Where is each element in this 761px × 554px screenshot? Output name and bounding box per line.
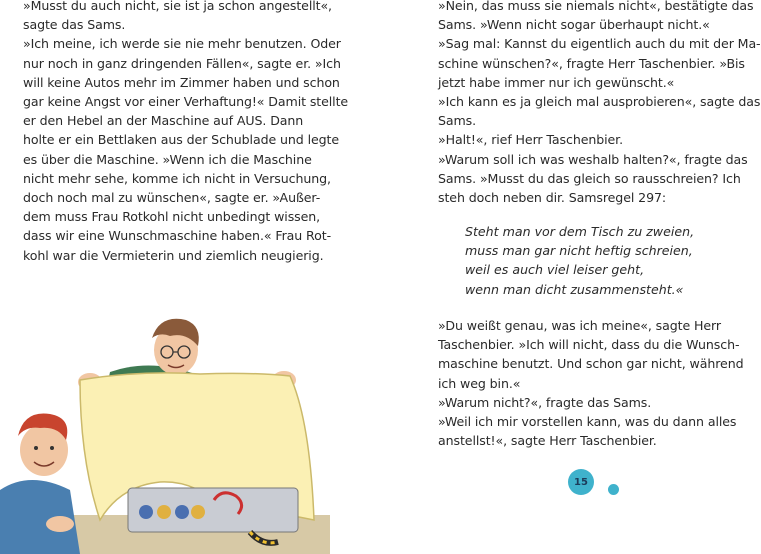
text-line: Sams. »Musst du das gleich so rausschreien? Ich (438, 170, 741, 186)
text-line: holte er ein Bettlaken aus der Schublade und legte (23, 132, 340, 148)
text-line: »Nein, das muss sie niemals nicht«, bestätigte das (438, 0, 754, 13)
text-line: kohl war die Vermieterin und ziemlich neugierig. (23, 247, 324, 263)
text-line: jetzt habe immer nur ich gewünscht.« (438, 74, 675, 90)
poem-line: wenn man dicht zusammensteht.« (465, 281, 684, 297)
text-line: »Weil ich mir vorstellen kann, was du dann alles (438, 414, 737, 430)
left-page (0, 0, 360, 554)
illustration (0, 310, 330, 554)
text-line: Sams. (438, 113, 477, 129)
text-line: »Ich kann es ja gleich mal ausprobieren«, sagte das (438, 94, 761, 110)
text-line: nicht mehr sehe, komme ich nicht in Versuchung, (23, 170, 331, 186)
text-line: er den Hebel an der Maschine auf AUS. Dann (23, 113, 304, 129)
text-line: sagte das Sams. (23, 17, 126, 33)
text-line: »Halt!«, rief Herr Taschenbier. (438, 132, 623, 148)
right-page (360, 0, 761, 554)
text-line: gar keine Angst vor einer Verhaftung!« Damit stellte (23, 94, 349, 110)
text-line: Sams. »Wenn nicht sogar überhaupt nicht.« (438, 17, 710, 33)
text-line: maschine benutzt. Und schon gar nicht, während (438, 356, 744, 372)
poem-line: Steht man vor dem Tisch zu zweien, (465, 224, 695, 239)
text-line: dass wir eine Wunschmaschine haben.« Frau Rot- (23, 228, 332, 244)
right-page-text-top (438, 0, 761, 207)
text-line: will keine Autos mehr im Zimmer haben und schon (23, 74, 340, 90)
left-page-text (23, 0, 349, 265)
text-line: ich weg bin.« (438, 375, 521, 391)
page-number: 15 (568, 469, 594, 495)
right-page-text-bottom (438, 316, 744, 450)
text-line: steh doch neben dir. Samsregel 297: (438, 190, 667, 206)
text-line: »Sag mal: Kannst du eigentlich auch du mit der Ma- (438, 36, 761, 52)
text-line: »Warum soll ich was weshalb halten?«, fragte das (438, 151, 748, 167)
poem (465, 222, 694, 299)
text-line: anstellst!«, sagte Herr Taschenbier. (438, 433, 657, 449)
text-line: es über die Maschine. »Wenn ich die Maschine (23, 151, 312, 167)
boy-figure (0, 413, 80, 554)
text-line: doch noch mal zu wünschen«, sagte er. »Außer- (23, 190, 321, 206)
text-line: »Ich meine, ich werde sie nie mehr benutzen. Oder (23, 36, 341, 52)
text-line: »Du weißt genau, was ich meine«, sagte Herr (438, 318, 721, 333)
text-line: »Warum nicht?«, fragte das Sams. (438, 394, 652, 410)
poem-line: weil es auch viel leiser geht, (465, 262, 645, 278)
text-line: Taschenbier. »Ich will nicht, dass du die Wunsch- (438, 337, 740, 353)
decorative-dot (608, 484, 619, 495)
text-line: nur noch in ganz dringenden Fällen«, sagte er. »Ich (23, 55, 341, 71)
text-line: »Musst du auch nicht, sie ist ja schon angestellt«, (23, 0, 332, 13)
text-line: dem muss Frau Rotkohl nicht unbedingt wissen, (23, 209, 321, 225)
text-line: schine wünschen?«, fragte Herr Taschenbier. »Bis (438, 55, 745, 71)
poem-line: muss man gar nicht heftig schreien, (465, 243, 693, 259)
